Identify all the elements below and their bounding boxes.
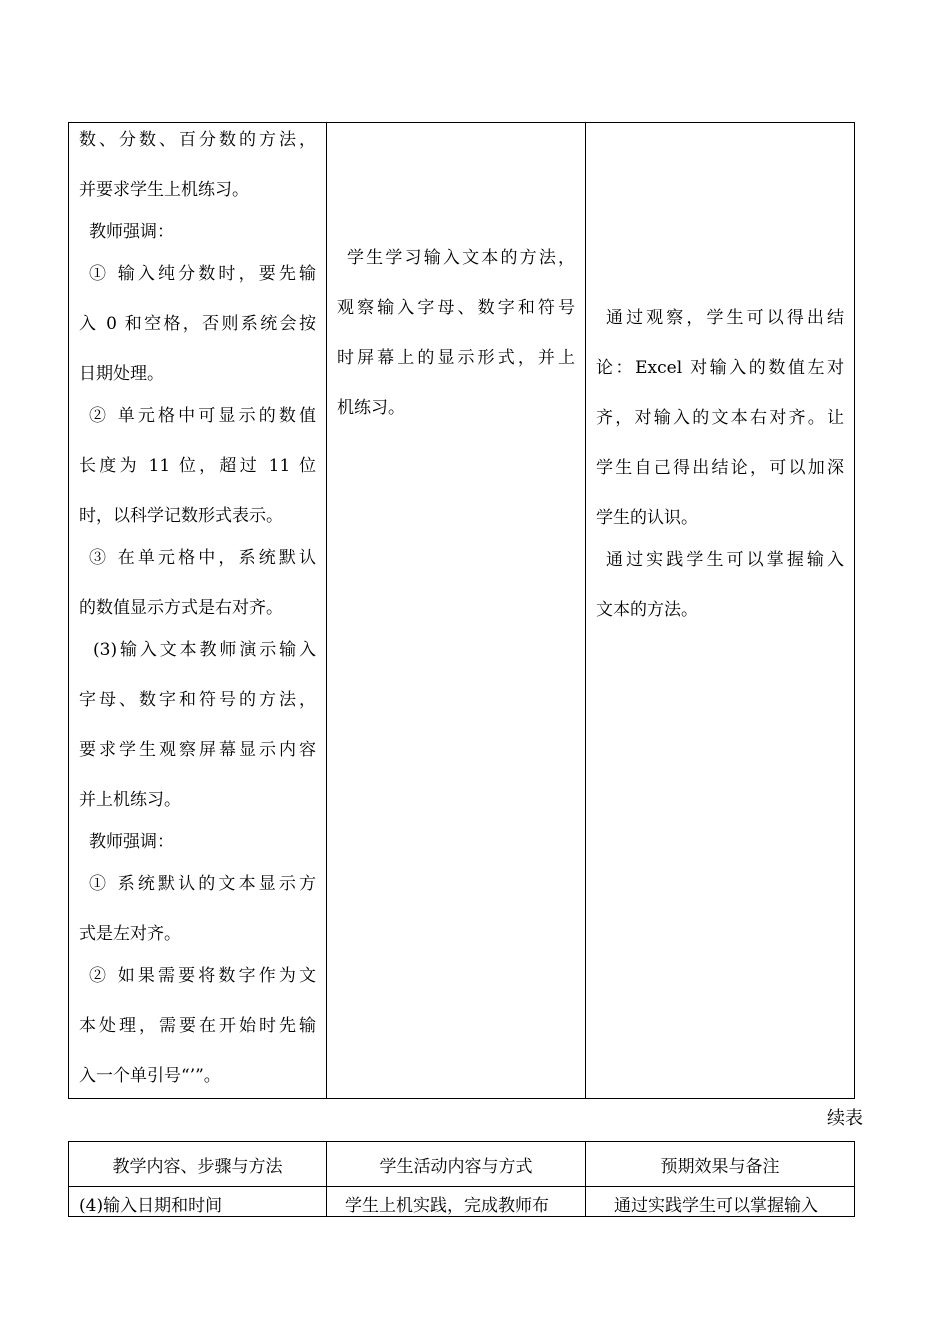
header-student-activity: 学生活动内容与方式 <box>327 1142 586 1187</box>
text-line: 文本的方法。 <box>596 600 698 620</box>
lesson-table-next <box>68 1141 855 1217</box>
text-line: 入 0 和空格，否则系统会按 <box>79 314 316 334</box>
text-line: 并上机练习。 <box>79 790 181 810</box>
text-line: 学生的认识。 <box>596 508 698 528</box>
text-line: 并要求学生上机练习。 <box>79 180 249 200</box>
text-line: ③ 在单元格中，系统默认 <box>89 548 316 568</box>
text-line: 学生学习输入文本的方法， <box>347 248 575 268</box>
cell-text: 通过实践学生可以掌握输入 <box>614 1196 818 1216</box>
text-line: 教师强调： <box>89 222 174 242</box>
cell-text: 学生上机实践，完成教师布 <box>345 1196 549 1216</box>
student-activity-cell <box>327 123 586 1099</box>
text-line: 字母、数字和符号的方法， <box>79 690 316 710</box>
text-line: 数、分数、百分数的方法， <box>79 130 316 150</box>
text-line: 通过实践学生可以掌握输入 <box>606 550 844 570</box>
text-line: 齐，对输入的文本右对齐。让 <box>596 408 844 428</box>
text-line: 要求学生观察屏幕显示内容 <box>79 740 316 760</box>
text-line: 论：Excel 对输入的数值左对 <box>596 358 844 378</box>
text-line: 通过观察，学生可以得出结 <box>606 308 844 328</box>
row-teaching-content <box>69 1187 327 1217</box>
teaching-content-cell <box>69 123 327 1099</box>
text-line: 时，以科学记数形式表示。 <box>79 506 283 526</box>
row-student-activity <box>327 1187 586 1217</box>
cell-text: (4)输入日期和时间 <box>79 1196 223 1216</box>
text-line: 本处理，需要在开始时先输 <box>79 1016 316 1036</box>
text-line: ① 输入纯分数时，要先输 <box>89 264 316 284</box>
lesson-table-continued <box>68 122 855 1099</box>
text-line: ② 单元格中可显示的数值 <box>89 406 316 426</box>
text-line: 机练习。 <box>337 398 405 418</box>
text-line: 入一个单引号“’”。 <box>79 1066 221 1086</box>
text-line: 式是左对齐。 <box>79 924 181 944</box>
text-line: (3)输入文本教师演示输入 <box>93 640 316 660</box>
text-line: 教师强调： <box>89 832 174 852</box>
text-line: 的数值显示方式是右对齐。 <box>79 598 283 618</box>
text-line: 观察输入字母、数字和符号 <box>337 298 575 318</box>
text-line: 学生自己得出结论，可以加深 <box>596 458 844 478</box>
expected-effect-cell <box>586 123 855 1099</box>
text-line: 时屏幕上的显示形式，并上 <box>337 348 575 368</box>
header-expected-effect: 预期效果与备注 <box>586 1142 855 1187</box>
header-teaching-content: 教学内容、步骤与方法 <box>69 1142 327 1187</box>
text-line: 长度为 11 位，超过 11 位 <box>79 456 316 476</box>
text-line: ② 如果需要将数字作为文 <box>89 966 316 986</box>
text-line: 日期处理。 <box>79 364 164 384</box>
row-expected-effect <box>586 1187 855 1217</box>
continued-label: 续表 <box>827 1108 863 1129</box>
text-line: ① 系统默认的文本显示方 <box>89 874 316 894</box>
